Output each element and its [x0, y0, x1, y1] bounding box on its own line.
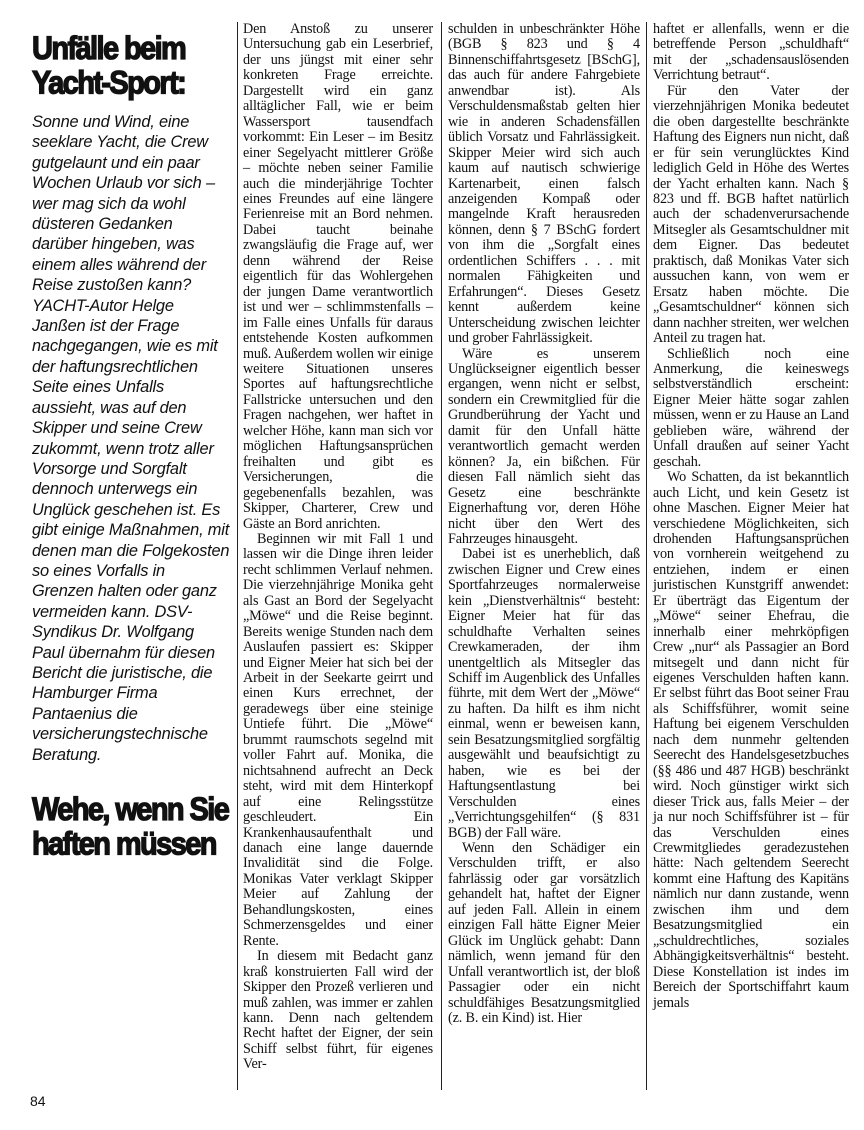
intro-text: Sonne und Wind, eine seeklare Yacht, die Crew gutgelaunt und ein paar Wochen Urlaub vor sich – wer mag sich da wohl düsteren Gedanken darüber hingeben, was einem alles während der Reise zustoßen kann? YACHT-Autor Helge Janßen ist der Frage nachgegangen, wie es mit der haftungsrechtlichen Seite eines Unfalls aussieht, was auf den Skipper und seine Crew zukommt, wenn trotz aller Vorsorge und Sorgfalt dennoch unterwegs ein Unglück geschehen ist. Es gibt einige Maßnahmen, mit denen man die Folgekosten so eines Vorfalls in Grenzen halten oder ganz vermeiden kann. DSV-Syndikus Dr. Wolfgang Paul übernahm für diesen Bericht die juristische, die Hamburger Firma Pantaenius die versicherungstechnische Beratung.	[32, 113, 230, 764]
page-number: 84	[30, 1093, 46, 1109]
paragraph: Wenn den Schädiger ein Verschulden trifft, er also fahrlässig oder gar vorsätzlich gehandelt hat, haftet der Eigner auf jeden Fall. Allein in einem einzigen Fall hätte Eigner Meier Glück im Unglück gehabt: Dann nämlich, wenn jemand für den Unfall verantwortlich ist, der bloß Passagier oder ein nicht schuldfähiges Besatzungsmitglied (z. B. ein Kind) ist. Hier	[448, 840, 640, 1026]
column-rule	[646, 22, 647, 1090]
article-column-3	[653, 22, 849, 1011]
paragraph: Wo Schatten, da ist bekanntlich auch Licht, und kein Gesetz ist ohne Maschen. Eigner Meier hat verschiedene Möglichkeiten, sich drohenden Haftungsansprüchen von vornherein weitgehend zu entziehen, indem er einen juristischen Kunstgriff anwendet: Er überträgt das Eigentum der „Möwe“ seiner Ehefrau, die innerhalb einer mehrköpfigen Crew „nur“ als Passagier an Bord mitsegelt und dann nicht für eigenes Verschulden haften kann. Er selbst führt das Boot seiner Frau als Schiffsführer, womit seine Haftung bei eigenem Verschulden nach dem nunmehr geltenden Seerecht des Handelsgesetzbuches (§§ 486 und 487 HGB) beschränkt wird. Noch günstiger wirkt sich dieser Trick aus, falls Meier – der ja nur noch Schiffsführer ist – für das Verschulden eines Crewmitgliedes geradezustehen hätte: Nach geltendem Seerecht kommt eine Haftung des Kapitäns nämlich nur dann zustande, wenn zwischen ihm und dem Besatzungsmitglied ein „schuldrechtliches, soziales Abhängigkeitsverhältnis“ besteht. Diese Konstellation ist indes im Bereich der Sportschiffahrt kaum jemals	[653, 469, 849, 1011]
paragraph: Für den Vater der vierzehnjährigen Monika bedeutet die oben dargestellte beschränkte Haftung des Eigners nun nicht, daß er für sein verunglücktes Kind lediglich Geld in Höhe des Wertes der Yacht erhalten kann. Nach § 823 und ff. BGB haftet natürlich auch der schadenverursachende Mitsegler als Gesamtschuldner mit dem Eigner. Das bedeutet praktisch, daß Monikas Vater sich aussuchen kann, von wem er Ersatz haben möchte. Die „Gesamtschuldner“ können sich dann nachher streiten, wer welchen Anteil zu tragen hat.	[653, 82, 849, 347]
paragraph: haftet er allenfalls, wenn er die betreffende Person „schuldhaft“ mit der „schadensauslösenden Verrichtung betraut“.	[653, 21, 849, 84]
paragraph: Den Anstoß zu unserer Untersuchung gab ein Leserbrief, der uns jüngst mit einer sehr konkreten Frage erreichte. Dargestellt wird ein ganz alltäglicher Fall, wie er beim Wassersport tausendfach vorkommt: Ein Leser – im Besitz einer Segelyacht mittlerer Größe – möchte neben seiner Familie auch die minderjährige Tochter eines Freundes auf eine längere Ferienreise mit an Bord nehmen. Dabei taucht beinahe zwangsläufig die Frage auf, wer denn während der Reise eigentlich für das Wohlergehen der jungen Dame verantwortlich ist und wer – schlimmstenfalls – im Falle eines Unfalls für daraus entstehende Kosten aufkommen muß. Außerdem wollen wir einige weitere Situationen unseres Sportes auf haftungsrechtliche Fallstricke untersuchen und den Fragen nachgehen, wer haftet in welcher Höhe, kann man sich vor möglichen Haftungsansprüchen freihalten und gibt es Versicherungen, die gegebenenfalls bezahlen, was Skipper, Charterer, Crew und Gäste an Bord anrichten.	[243, 21, 433, 532]
paragraph: Dabei ist es unerheblich, daß zwischen Eigner und Crew eines Sportfahrzeuges normalerweise kein „Dienstverhältnis“ besteht: Eigner Meier hat für das schuldhafte Verhalten seines Crewkameraden, der ihm unentgeltlich als Mitsegler das Schiff im Augenblick des Unfalles führte, mit dem Wert der „Möwe“ zu haften. Da hilft es ihm nicht einmal, wenn er beweisen kann, sein Besatzungsmitglied sorgfältig ausgewählt und beaufsichtigt zu haben, wie es bei der Haftungsentlastung bei Verschulden eines „Verrichtungsgehilfen“ (§ 831 BGB) der Fall wäre.	[448, 546, 640, 841]
paragraph: Schließlich noch eine Anmerkung, die keineswegs selbstverständlich erscheint: Eigner Meier hätte sogar zahlen müssen, wenn er zu Hause an Land geblieben wäre, während der Unfall draußen auf seiner Yacht geschah.	[653, 345, 849, 470]
subheadline: Wehe, wenn Sie haften müssen	[32, 791, 229, 863]
column-rule	[237, 22, 238, 1090]
paragraph: schulden in unbeschränkter Höhe (BGB § 823 und § 4 Binnenschiffahrtsgesetz [BSchG], das auch für andere Fahrgebiete anwendbar ist). Als Verschuldensmaßstab gelten hier wie in anderen Schadensfällen üblich Vorsatz und Fahrlässigkeit. Skipper Meier wird sich auch kaum auf nautisch schwierige Kartenarbeit, einen falsch anzeigenden Kompaß oder mangelnde Kraft herausreden können, denn § 7 BSchG fordert von ihm die „Sorgfalt eines ordentlichen Schiffers . . . mit normalen Fähigkeiten und Erfahrungen“. Dieses Gesetz kennt außerdem keine Unterscheidung zwischen leichter und grober Fahrlässigkeit.	[448, 21, 640, 347]
column-rule	[441, 22, 442, 1090]
intro-column	[32, 22, 230, 873]
paragraph: In diesem mit Bedacht ganz kraß konstruierten Fall wird der Skipper den Prozeß verlieren und muß zahlen, was immer er zahlen kann. Denn nach geltendem Recht haftet der Eigner, der sein Schiff selbst führt, für eigenes Ver-	[243, 948, 433, 1073]
article-column-1	[243, 22, 433, 1073]
headline: Unfälle beim Yacht-Sport:	[32, 30, 186, 102]
article-column-2	[448, 22, 640, 1026]
paragraph: Wäre es unserem Unglückseigner eigentlich besser ergangen, wenn nicht er selbst, sondern ein Crewmitglied für die Grundberührung der Yacht und damit für den Unfall hätte verantwortlich gemacht werden können? Ja, ein bißchen. Für diesen Fall nämlich sieht das Gesetz eine beschränkte Eignerhaftung vor, deren Höhe nicht über den Wert des Fahrzeuges hinausgeht.	[448, 345, 640, 547]
paragraph: Beginnen wir mit Fall 1 und lassen wir die Dinge ihren leider recht schlimmen Verlauf nehmen. Die vierzehnjährige Monika geht als Gast an Bord der Segelyacht „Möwe“ und die Reise beginnt. Bereits wenige Stunden nach dem Auslaufen passiert es: Skipper und Eigner Meier hat sich bei der Arbeit in der Seekarte geirrt und einen Kurs errechnet, der geradewegs über eine steinige Untiefe führt. Die „Möwe“ brummt raumschots segelnd mit voller Fahrt auf. Monika, die nichtsahnend aufrecht an Deck steht, wird mit dem Hinterkopf auf eine Relingsstütze geschleudert. Ein Krankenhausaufenthalt und danach eine lange dauernde Invalidität sind die Folge. Monikas Vater verklagt Skipper Meier auf Zahlung der Behandlungskosten, eines Schmerzensgeldes und einer Rente.	[243, 530, 433, 949]
